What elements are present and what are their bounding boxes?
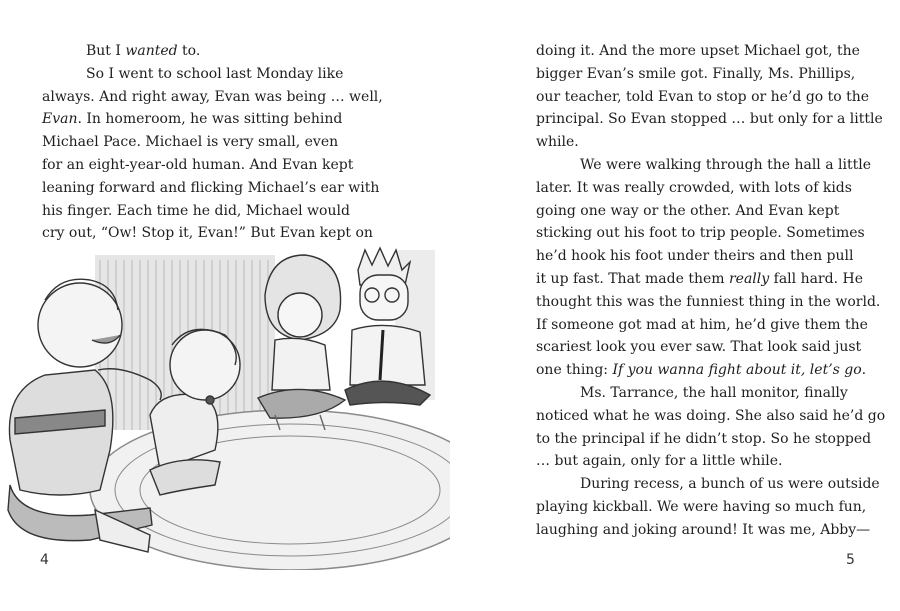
text-line — [536, 496, 867, 519]
text-span: But I — [86, 43, 126, 59]
text-span: his finger. Each time he did, Michael would — [42, 202, 350, 219]
text-line — [536, 336, 862, 359]
text-span: Michael Pace. Michael is very small, even — [42, 134, 339, 151]
text-span: During recess, a bunch of us were outside — [580, 476, 880, 493]
italic-text: If you wanna fight about it, let’s go — [612, 362, 862, 379]
text-span: going one way or the other. And Evan kept — [536, 202, 840, 219]
text-span: principal. So Evan stopped … but only for a little — [536, 111, 883, 128]
italic-text: really — [728, 270, 770, 287]
page-number-right: 5 — [846, 552, 855, 568]
text-line — [42, 63, 362, 86]
text-span: bigger Evan’s smile got. Finally, Ms. Phillips, — [536, 65, 856, 82]
text-span: laughing and joking around! It was me, Abby— — [536, 521, 871, 538]
text-line — [536, 473, 880, 496]
text-span: one thing: — [536, 362, 613, 379]
text-span: later. It was really crowded, with lots of kids — [536, 179, 852, 196]
italic-text: wanted — [125, 43, 178, 59]
text-span: We were walking through the hall a little — [580, 156, 871, 173]
text-line — [536, 245, 856, 268]
italic-text: Evan — [42, 111, 78, 128]
text-line — [536, 222, 865, 245]
text-line — [536, 154, 871, 177]
text-span: sticking out his foot to trip people. Sometimes — [536, 225, 865, 242]
text-span: playing kickball. We were having so much fun, — [536, 498, 867, 515]
text-line — [536, 131, 856, 154]
text-line — [536, 428, 872, 451]
left-page-text — [42, 40, 383, 245]
text-span: while. — [536, 134, 579, 151]
text-line — [536, 200, 856, 223]
text-line — [536, 268, 863, 291]
text-span: So I went to school last Monday like — [86, 65, 344, 82]
text-span: leaning forward and flicking Michael’s ear with — [42, 179, 380, 196]
right-page-text — [536, 40, 886, 542]
text-line — [536, 382, 856, 405]
text-span: cry out, “Ow! Stop it, Evan!” But Evan kept on — [42, 225, 373, 242]
text-span: he’d hook his foot under theirs and then pull — [536, 248, 854, 265]
text-line — [42, 200, 362, 223]
right-page — [450, 0, 900, 611]
text-line — [536, 86, 870, 109]
text-line — [536, 314, 868, 337]
text-span: … but again, only for a little while. — [536, 453, 783, 470]
text-line — [42, 131, 362, 154]
text-line — [536, 291, 881, 314]
page-number-left: 4 — [40, 552, 49, 568]
text-span: noticed what he was doing. She also said he’d go — [536, 407, 886, 424]
text-span: thought this was the funniest thing in the world. — [536, 293, 881, 310]
text-line — [536, 450, 856, 473]
text-line — [536, 108, 883, 131]
text-span: doing it. And the more upset Michael got, the — [536, 43, 860, 59]
text-span: always. And right away, Evan was being … well, — [42, 88, 383, 105]
text-span: our teacher, told Evan to stop or he’d go to the — [536, 88, 870, 105]
text-line — [536, 405, 886, 428]
text-line — [536, 519, 871, 542]
text-line — [536, 359, 867, 382]
text-line — [536, 177, 856, 200]
text-line — [42, 154, 362, 177]
classroom-illustration — [0, 240, 450, 570]
text-line — [536, 63, 856, 86]
text-span: it up fast. That made them — [536, 270, 729, 287]
text-span: for an eight-year-old human. And Evan kept — [42, 156, 354, 173]
text-line — [42, 40, 362, 63]
text-span: If someone got mad at him, he’d give them the — [536, 316, 868, 333]
text-span: scariest look you ever saw. That look said just — [536, 339, 862, 356]
text-line — [42, 108, 362, 131]
text-span: . — [861, 362, 867, 379]
text-span: to. — [177, 43, 201, 59]
text-span: Ms. Tarrance, the hall monitor, finally — [580, 384, 848, 401]
text-line — [536, 40, 860, 63]
text-line — [42, 177, 380, 200]
text-span: . In homeroom, he was sitting behind — [77, 111, 343, 128]
text-span: fall hard. He — [769, 270, 863, 287]
text-span: to the principal if he didn’t stop. So he stopped — [536, 430, 872, 447]
text-line — [42, 86, 383, 109]
